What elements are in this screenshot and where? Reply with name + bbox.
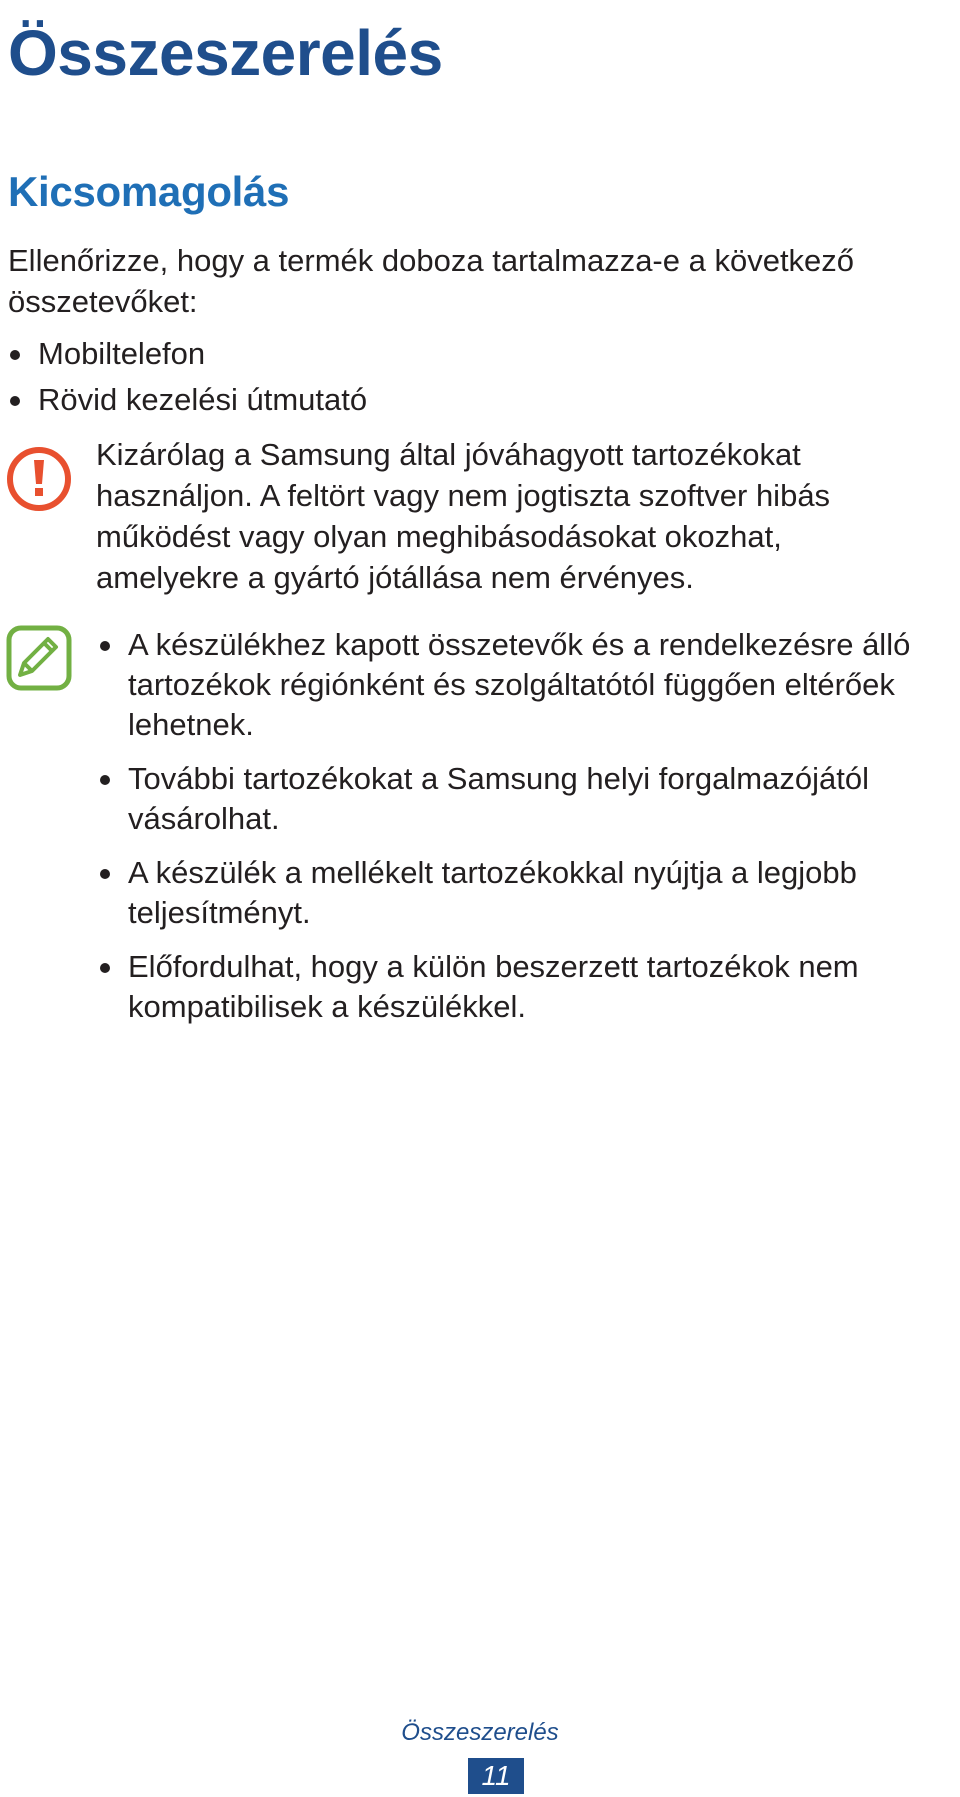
- package-contents-list: [8, 331, 367, 423]
- list-item: Előfordulhat, hogy a külön beszerzett tartozékok nem kompatibilisek a készülékkel.: [96, 947, 960, 1027]
- list-item: Mobiltelefon: [8, 331, 367, 377]
- page-title: Összeszerelés: [8, 17, 443, 89]
- page-number: 11: [468, 1758, 524, 1794]
- section-title: Kicsomagolás: [8, 168, 290, 215]
- list-item: További tartozékokat a Samsung helyi forgalmazójától vásárolhat.: [96, 759, 960, 839]
- list-item: Rövid kezelési útmutató: [8, 377, 367, 423]
- note-pencil-icon: [6, 625, 72, 691]
- list-item: A készülék a mellékelt tartozékokkal nyújtja a legjobb teljesítményt.: [96, 853, 960, 933]
- note-list: [96, 625, 960, 1041]
- warning-exclamation-icon: [6, 446, 72, 512]
- intro-text: Ellenőrizze, hogy a termék doboza tartalmazza-e a következő összetevőket:: [8, 243, 855, 319]
- list-item: A készülékhez kapott összetevők és a rendelkezésre álló tartozékok régiónként és szolgáltatótól függően eltérőek lehetnek.: [96, 625, 960, 745]
- warning-text: Kizárólag a Samsung által jóváhagyott tartozékokat használjon. A feltört vagy nem jogtiszta szoftver hibás működést vagy olyan meghibásodásokat okozhat, amelyekre a gyártó jótállása nem érvényes.: [96, 437, 831, 595]
- footer-section-name: Összeszerelés: [401, 1719, 559, 1746]
